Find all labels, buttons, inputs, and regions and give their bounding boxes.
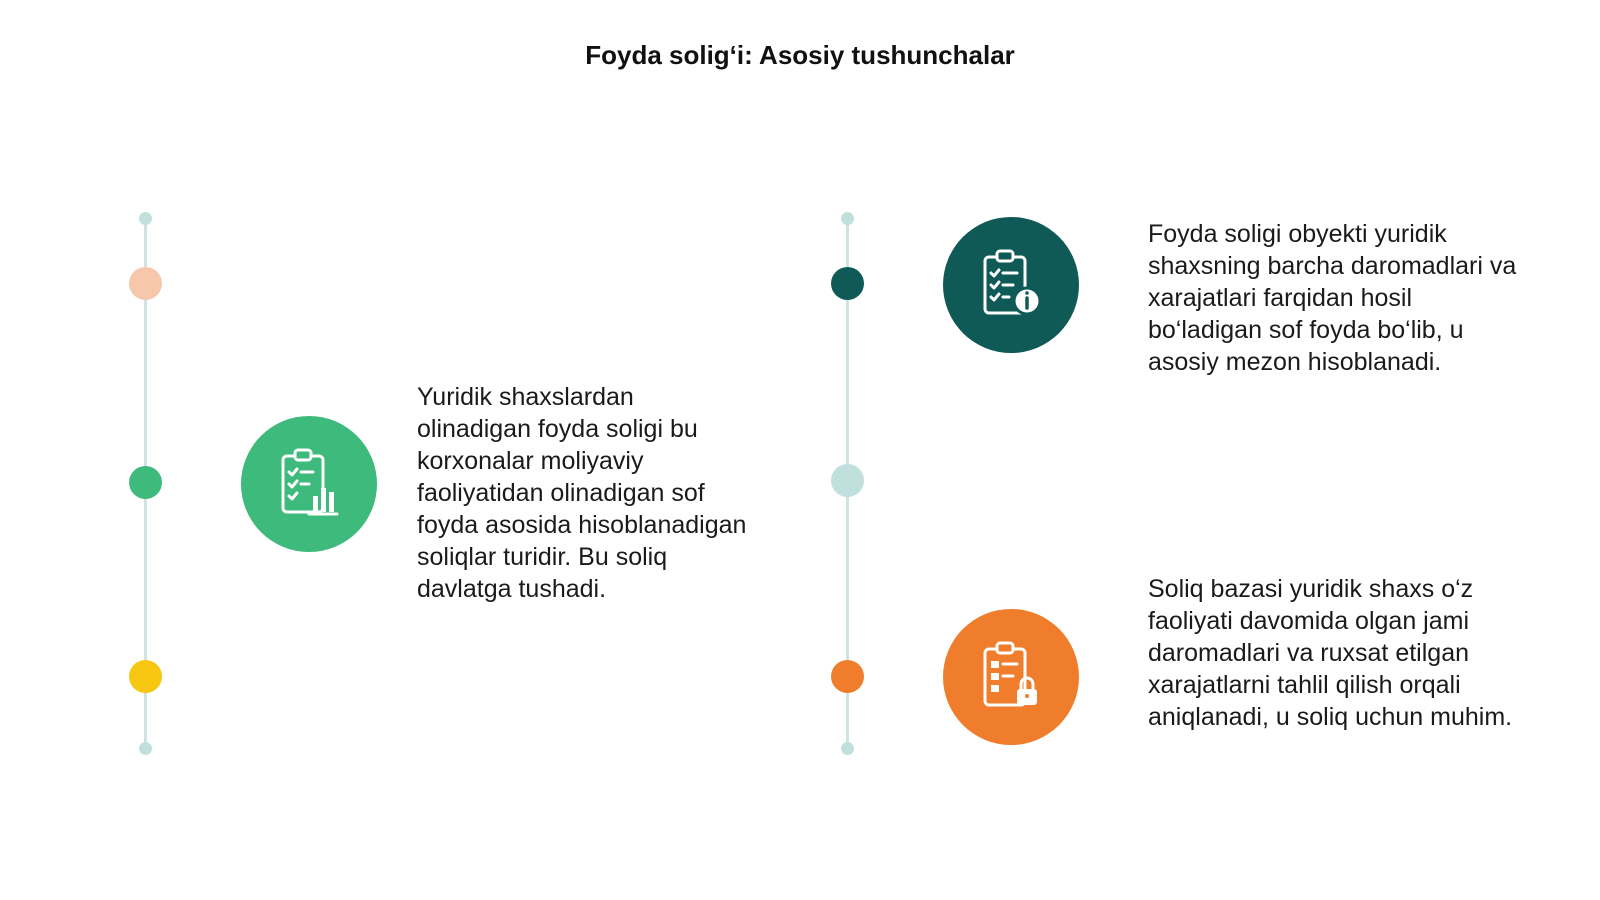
clipboard-info-icon [943,217,1079,353]
right-timeline-dot-dark-teal [831,267,864,300]
item-text-2: Foyda soligi obyekti yuridik shaxsning barcha daromadlari va xarajatlari farqidan hosil bo‘ladigan sof foyda bo‘lib, u asosiy mezon hisoblanadi. [1148,220,1517,376]
left-timeline-dot-green [129,466,162,499]
clipboard-lock-icon [943,609,1079,745]
left-timeline-dot-yellow [129,660,162,693]
right-timeline-bottom-cap [841,742,854,755]
item-text-3: Soliq bazasi yuridik shaxs o‘z faoliyati davomida olgan jami daromadlari va ruxsat etilgan xarajatlarni tahlil qilish orqali aniqlanadi, u soliq uchun muhim. [1148,575,1513,731]
left-timeline-dot-peach [129,267,162,300]
left-timeline-top-cap [139,212,152,225]
right-timeline-dot-orange [831,660,864,693]
clipboard-chart-icon [241,416,377,552]
left-timeline-bottom-cap [139,742,152,755]
page-title: Foyda solig‘i: Asosiy tushunchalar [585,40,1015,70]
right-timeline-top-cap [841,212,854,225]
right-timeline-dot-light-teal [831,464,864,497]
item-text-1: Yuridik shaxslardan olinadigan foyda soligi bu korxonalar moliyaviy faoliyatidan olinadigan sof foyda asosida hisoblanadigan soliqlar turidir. Bu soliq davlatga tushadi. [417,383,747,603]
